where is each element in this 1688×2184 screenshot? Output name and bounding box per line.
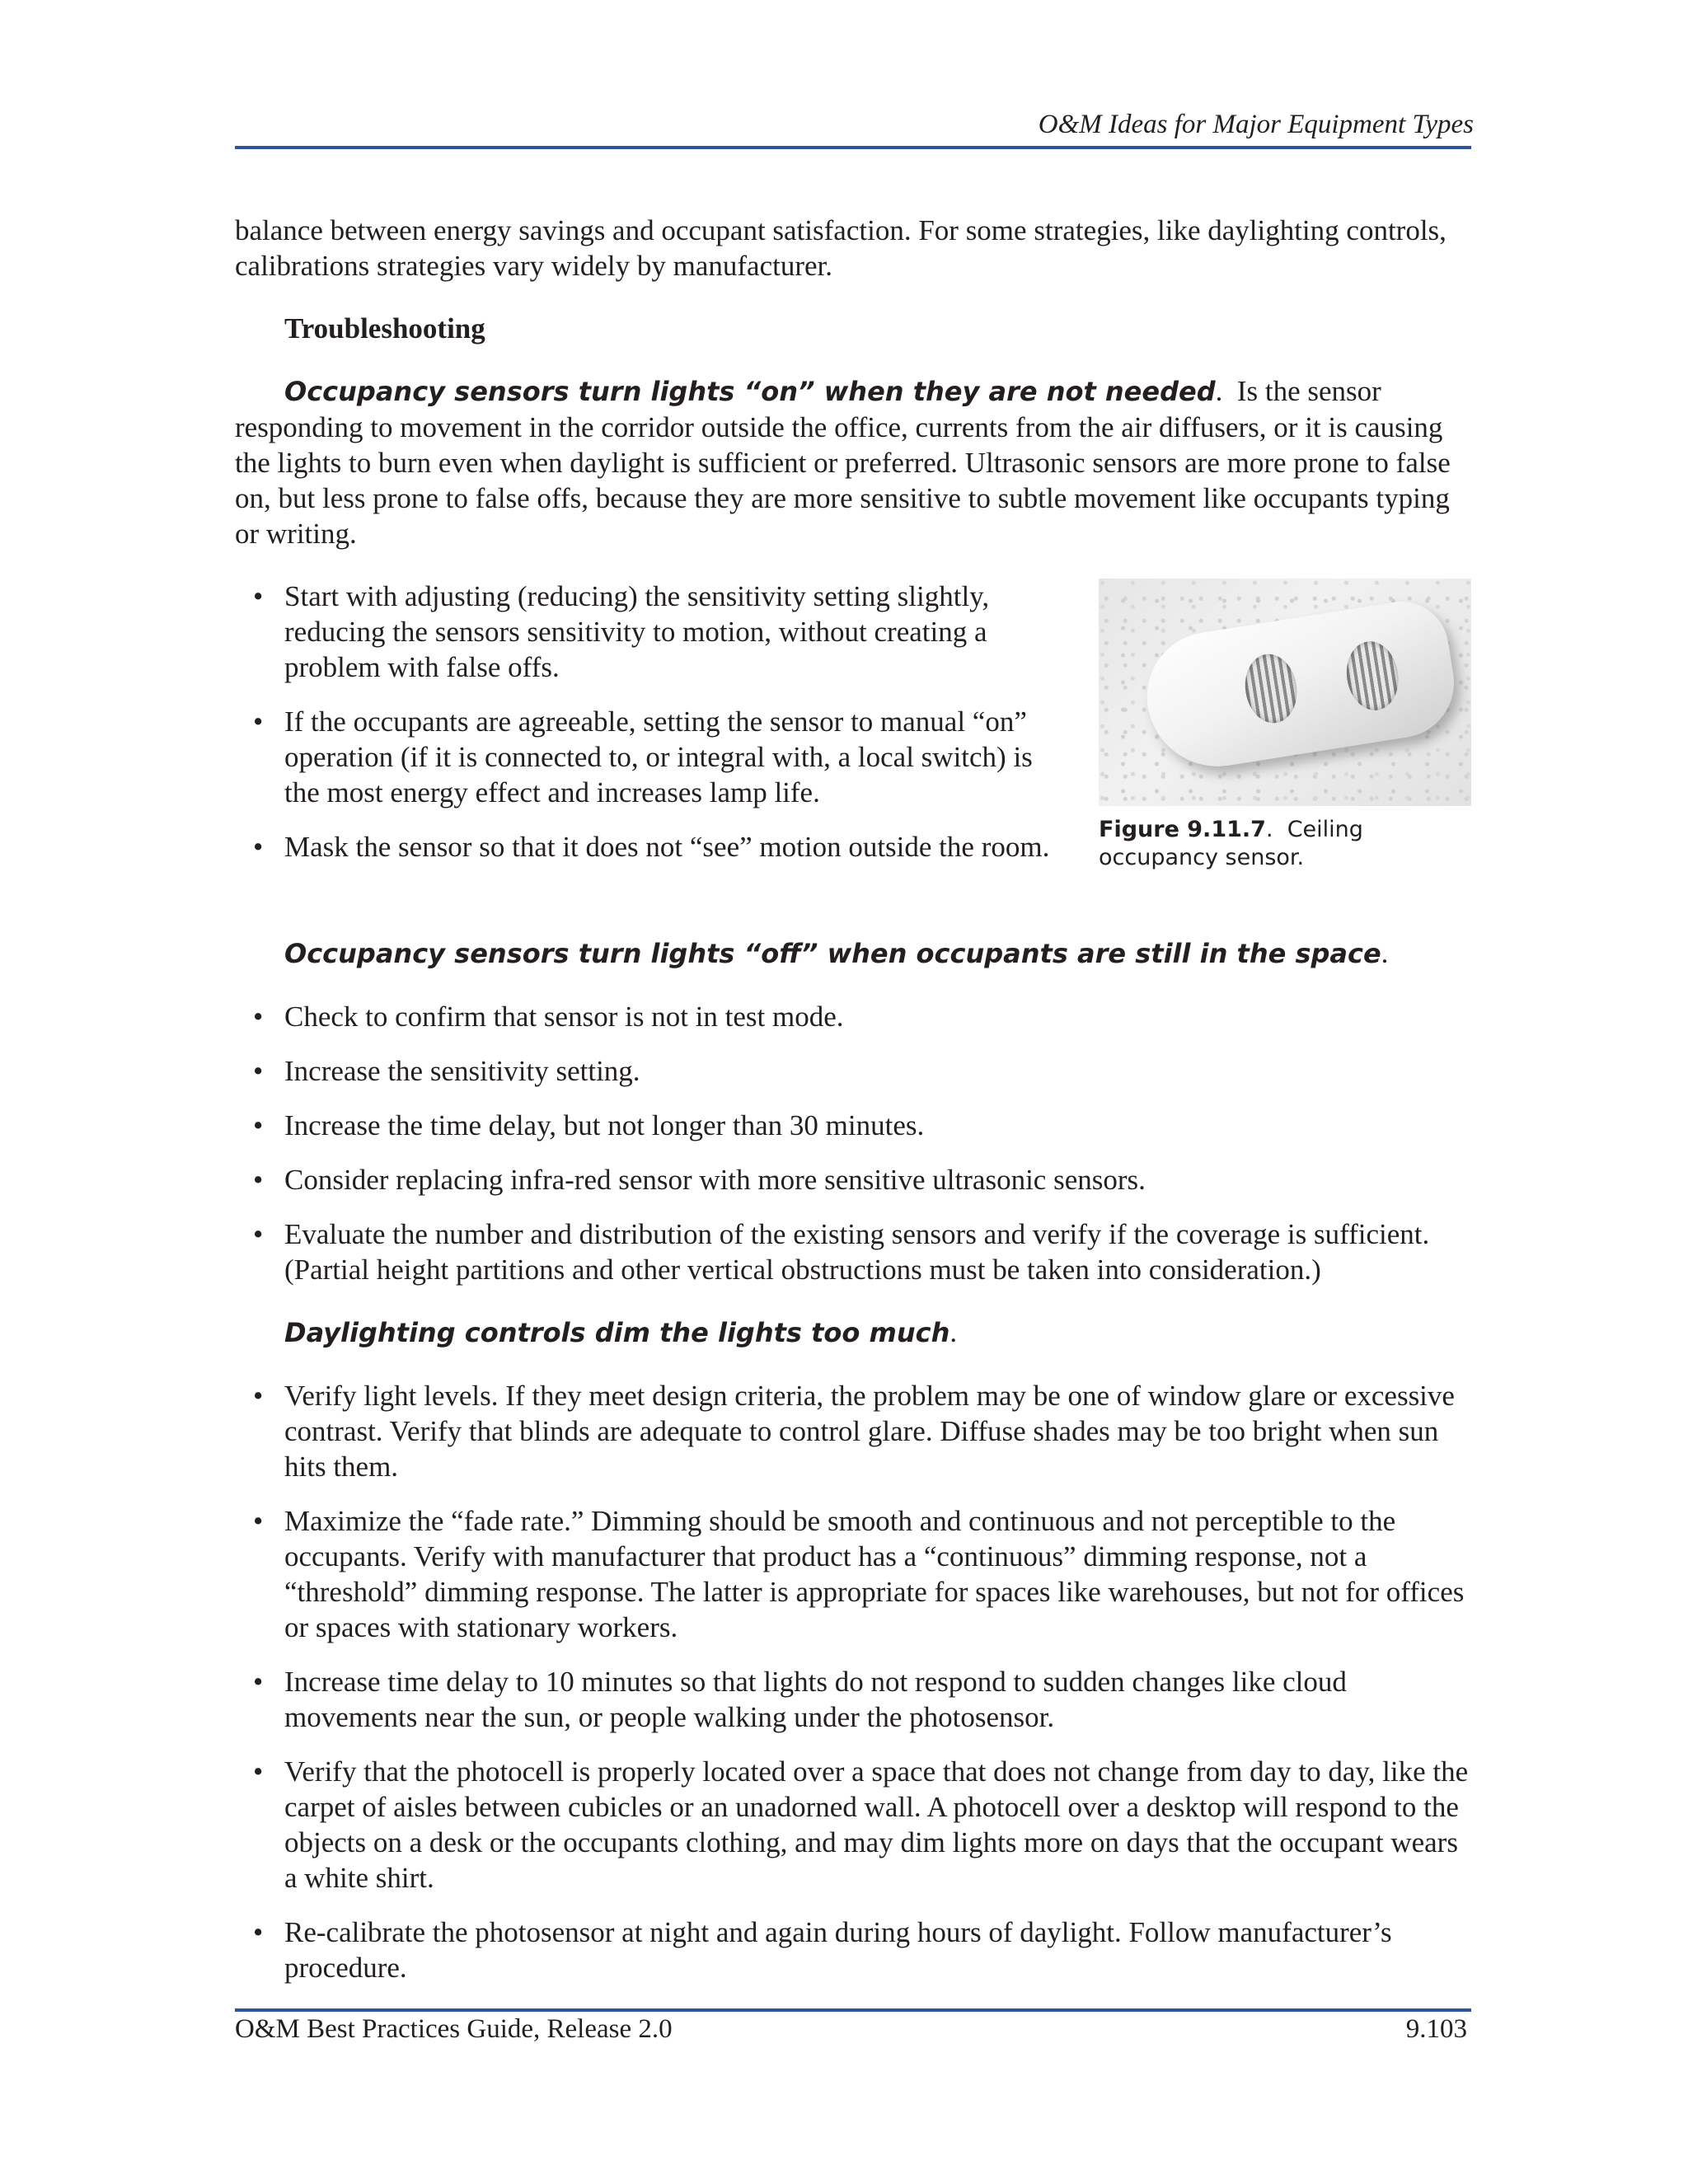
list-item: • Verify light levels. If they meet design criteria, the problem may be one of window glare or excessive contrast. Verify that blinds are adequate to control glare. Diffuse shades may be too bright when sun hits them.	[235, 1378, 1471, 1484]
list-item: • Maximize the “fade rate.” Dimming should be smooth and continuous and not perceptible to the occupants. Verify with manufacturer that product has a “continuous” dimming response, not a “threshold” dimming response. The latter is appropriate for spaces like warehouses, but not for offices or spaces with stationary workers.	[235, 1503, 1471, 1645]
list-item: • Check to confirm that sensor is not in test mode.	[235, 999, 1471, 1034]
issue-1-bullets-with-figure	[235, 579, 1471, 908]
list-item: • Verify that the photocell is properly located over a space that does not change from day to day, like the carpet of aisles between cubicles or an unadorned wall. A photocell over a desktop will respond to the objects on a desk or the occupants clothing, and may dim lights more on days that the occupant wears a white shirt.	[235, 1754, 1471, 1896]
intro-paragraph: balance between energy savings and occupant satisfaction. For some strategies, like daylighting controls, calibrations strategies vary widely by manufacturer.	[235, 214, 1447, 282]
list-item: • Re-calibrate the photosensor at night and again during hours of daylight. Follow manufacturer’s procedure.	[235, 1915, 1471, 1985]
header-rule	[235, 146, 1471, 149]
issue-2-title: Occupancy sensors turn lights “off” when occupants are still in the space	[284, 938, 1381, 969]
issue-3-title: Daylighting controls dim the lights too much	[284, 1317, 950, 1348]
issue-1-bullet-list	[235, 579, 1059, 865]
figure-ceiling-sensor	[1099, 579, 1471, 872]
issue-1-title: Occupancy sensors turn lights “on” when they are not needed	[284, 376, 1216, 407]
issue-3-bullet-list	[235, 1378, 1471, 1985]
sensor-grille-icon	[1240, 650, 1301, 727]
figure-caption-text: Ceiling occupancy sensor.	[1099, 817, 1363, 870]
issue-2-bullet-list	[235, 999, 1471, 1287]
list-item: • Increase time delay to 10 minutes so that lights do not respond to sudden changes like cloud movements near the sun, or people walking under the photosensor.	[235, 1664, 1471, 1735]
figure-label: Figure 9.11.7	[1099, 817, 1266, 842]
issue-1-body: Is the sensor responding to movement in the corridor outside the office, currents from the air diffusers, or it is causing the lights to burn even when daylight is sufficient or preferred. Ultrasonic sensors are more prone to false on, but less prone to false offs, because they are more sensitive to subtle movement like occupants typing or writing.	[235, 375, 1451, 550]
list-item: • Consider replacing infra-red sensor with more sensitive ultrasonic sensors.	[235, 1162, 1471, 1197]
sensor-housing	[1137, 595, 1461, 776]
list-item: • Increase the time delay, but not longer than 30 minutes.	[235, 1108, 1471, 1143]
page-body	[235, 213, 1471, 2013]
list-item: • Increase the sensitivity setting.	[235, 1053, 1471, 1089]
ceiling-sensor-photo	[1099, 579, 1471, 806]
section-heading: Troubleshooting	[284, 312, 485, 344]
issue-2-heading: Occupancy sensors turn lights “off” when occupants are still in the space.	[284, 937, 1389, 969]
figure-caption: Figure 9.11.7. Ceiling occupancy sensor.	[1099, 817, 1363, 870]
sensor-grille-icon	[1342, 638, 1403, 715]
list-item: • Start with adjusting (reducing) the sensitivity setting slightly, reducing the sensors sensitivity to motion, without creating a problem with false offs.	[235, 579, 1059, 685]
page-number: 9.103	[1405, 2014, 1467, 2044]
list-item: • Evaluate the number and distribution of the existing sensors and verify if the coverage is sufficient. (Partial height partitions and other vertical obstructions must be taken into consideration.)	[235, 1216, 1471, 1287]
footer-title: O&M Best Practices Guide, Release 2.0	[235, 2014, 673, 2044]
list-item: • Mask the sensor so that it does not “see” motion outside the room.	[235, 829, 1059, 865]
issue-1-paragraph: Occupancy sensors turn lights “on” when they are not needed. Is the sensor responding to movement in the corridor outside the office, currents from the air diffusers, or it is causing the lights to burn even when daylight is sufficient or preferred. Ultrasonic sensors are more prone to false on, but less prone to false offs, because they are more sensitive to subtle movement like occupants typing or writing.	[235, 375, 1451, 550]
issue-3-heading: Daylighting controls dim the lights too much.	[284, 1316, 958, 1348]
list-item: • If the occupants are agreeable, setting the sensor to manual “on” operation (if it is connected to, or integral with, a local switch) is the most energy effect and increases lamp life.	[235, 704, 1059, 810]
running-header: O&M Ideas for Major Equipment Types	[1038, 110, 1474, 139]
